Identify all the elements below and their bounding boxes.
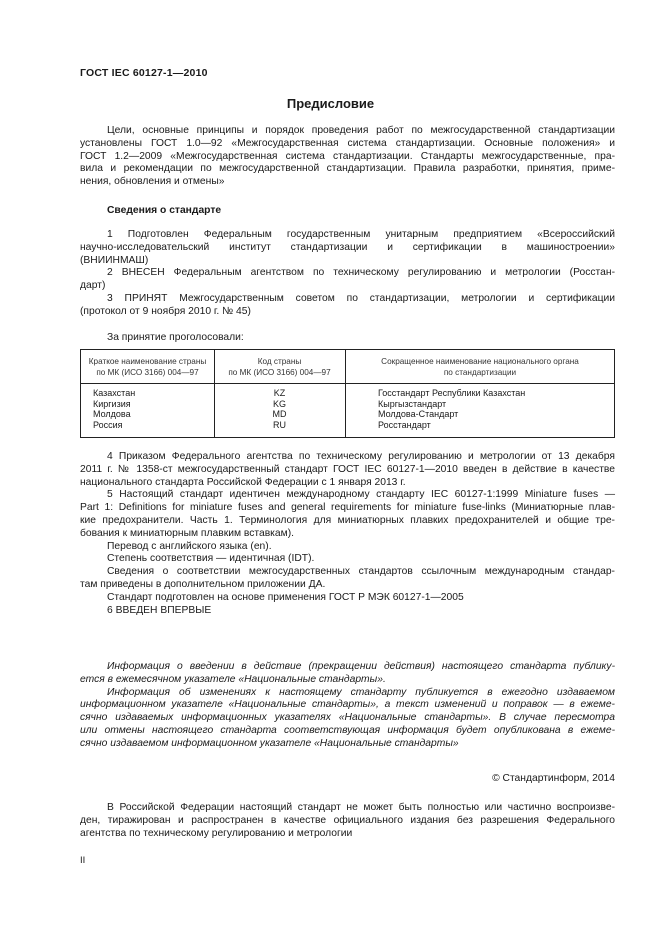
text-line: Стандарт подготовлен на основе применения ГОСТ Р МЭК 60127-1—2005: [107, 591, 464, 603]
text-line: кие предохранители. Часть 1. Терминология для миниатюрных плавких предохранителей и общие тре-: [80, 514, 615, 526]
header-line: Краткое наименование страны: [88, 357, 207, 366]
text-line: 1 Подготовлен Федеральным государственным унитарным предприятием «Всероссийский: [107, 229, 615, 240]
table-header-body: [345, 356, 615, 378]
copyright-notice: © Стандартинформ, 2014: [492, 773, 615, 784]
header-line: Код страны: [257, 357, 302, 366]
text-line: Перевод с английского языка (en).: [107, 540, 272, 552]
text-line: 5 Настоящий стандарт идентичен международному стандарту IEC 60127-1:1999 Miniature fuses —: [107, 489, 615, 501]
table-column-body: [378, 388, 525, 430]
legal-notice: [80, 802, 615, 840]
table-cell: Росстандарт: [378, 419, 431, 430]
table-cell: RU: [273, 419, 286, 430]
text-line: информационном указателе «Национальные стандарты», а текст изменений и поправок — в ежеме-: [80, 699, 615, 711]
text-line: научно-исследовательский институт стандартизации и сертификации в машиностроении»: [80, 241, 615, 253]
text-line: ется в ежемесячном указателе «Национальные стандарты».: [80, 673, 386, 685]
text-line: ГОСТ 1.2—2009 «Межгосударственная система стандартизации. Стандарты межгосударственные, пра-: [80, 150, 615, 162]
section-subtitle: Сведения о стандарте: [107, 205, 222, 216]
text-line: 6 ВВЕДЕН ВПЕРВЫЕ: [107, 604, 212, 616]
text-line: (ВНИИНМАШ): [80, 254, 149, 266]
standard-info-items: [80, 229, 615, 319]
text-line: (протокол от 9 ноября 2010 г. № 45): [80, 305, 251, 317]
text-line: Сведения о соответствии межгосударственных стандартов ссылочным международным стандар-: [107, 566, 615, 578]
standard-adoption-items: [80, 451, 615, 617]
text-line: 4 Приказом Федерального агентства по техническому регулированию и метрологии от 13 декабря: [107, 451, 615, 462]
text-line: или отмены настоящего стандарта соответствующая информация будет опубликована в ежеме-: [80, 724, 615, 736]
text-line: Part 1: Definitions for miniature fuses and general requirements for miniature fuse-links (Миниатюрные плав-: [80, 502, 615, 514]
text-line: национального стандарта Российской Федерации с 1 января 2013 г.: [80, 476, 406, 488]
table-cell: Молдова: [93, 409, 131, 419]
table-column-country: [93, 388, 135, 430]
text-line: там приведены в дополнительном приложении ДА.: [80, 578, 326, 590]
text-line: В Российской Федерации настоящий стандарт не может быть полностью или частично воспроизве-: [107, 802, 615, 813]
table-cell: MD: [272, 409, 287, 419]
header-line: Сокращенное наименование национального органа: [381, 357, 579, 366]
text-line: 2 ВНЕСЕН Федеральным агентством по техническому регулированию и метрологии (Росстан-: [107, 267, 615, 279]
text-line: Информация об изменениях к настоящему стандарту публикуется в ежегодно издаваемом: [107, 686, 615, 698]
page-title: Предисловие: [286, 96, 375, 111]
text-line: 3 ПРИНЯТ Межгосударственным советом по стандартизации, метрологии и сертификации: [107, 292, 615, 304]
text-line: сячно издаваемом информационном указателе «Национальные стандарты»: [80, 737, 459, 749]
text-line: сячно издаваемых информационных указателях «Национальные стандарты». В случае пересмотра: [80, 712, 615, 724]
voting-table: [80, 349, 615, 438]
text-line: Информация о введении в действие (прекращении действия) настоящего стандарта публику-: [107, 661, 615, 672]
text-line: бования к миниатюрным плавким вставкам).: [80, 527, 295, 539]
header-line: по стандартизации: [443, 368, 517, 377]
header-line: по МК (ИСО 3166) 004—97: [228, 368, 331, 377]
text-line: Степень соответствия — идентичная (IDT).: [107, 553, 315, 565]
table-cell: Молдова-Стандарт: [378, 409, 459, 419]
table-cell: KZ: [273, 388, 286, 398]
table-cell: Киргизия: [93, 398, 131, 409]
voted-paragraph: [80, 332, 615, 345]
publication-info: [80, 661, 615, 751]
table-header-country: [81, 356, 214, 378]
text-line: 2011 г. № 1358-ст межгосударственный стандарт ГОСТ IEC 60127-1—2010 введен в действие в качестве: [80, 463, 615, 475]
intro-paragraph: [80, 125, 615, 189]
text-line: Цели, основные принципы и порядок проведения работ по межгосударственной стандартизации: [107, 125, 615, 136]
text-line: дарт): [80, 280, 106, 292]
table-column-code: [214, 388, 345, 430]
text-line: За принятие проголосовали:: [107, 332, 244, 343]
standard-code-header: ГОСТ IEC 60127-1—2010: [80, 67, 208, 79]
page-number: II: [80, 855, 86, 866]
table-cell: Кыргызстандарт: [378, 398, 447, 409]
table-cell: KG: [272, 398, 286, 409]
header-line: по МК (ИСО 3166) 004—97: [96, 368, 199, 377]
text-line: установлены ГОСТ 1.0—92 «Межгосударственная система стандартизации. Основные положения» и: [80, 137, 615, 149]
table-header-code: [214, 356, 345, 378]
text-line: агентства по техническому регулированию и метрологии: [80, 827, 353, 839]
text-line: вила и рекомендации по межгосударственной стандартизации. Правила разработки, принятия, приме-: [80, 163, 615, 175]
table-cell: Госстандарт Республики Казахстан: [378, 388, 526, 398]
table-cell: Казахстан: [93, 388, 136, 398]
text-line: ден, тиражирован и распространен в качестве официального издания без разрешения Федерального: [80, 814, 615, 826]
table-cell: Россия: [93, 419, 123, 430]
text-line: нения, обновления и отмены»: [80, 176, 225, 188]
